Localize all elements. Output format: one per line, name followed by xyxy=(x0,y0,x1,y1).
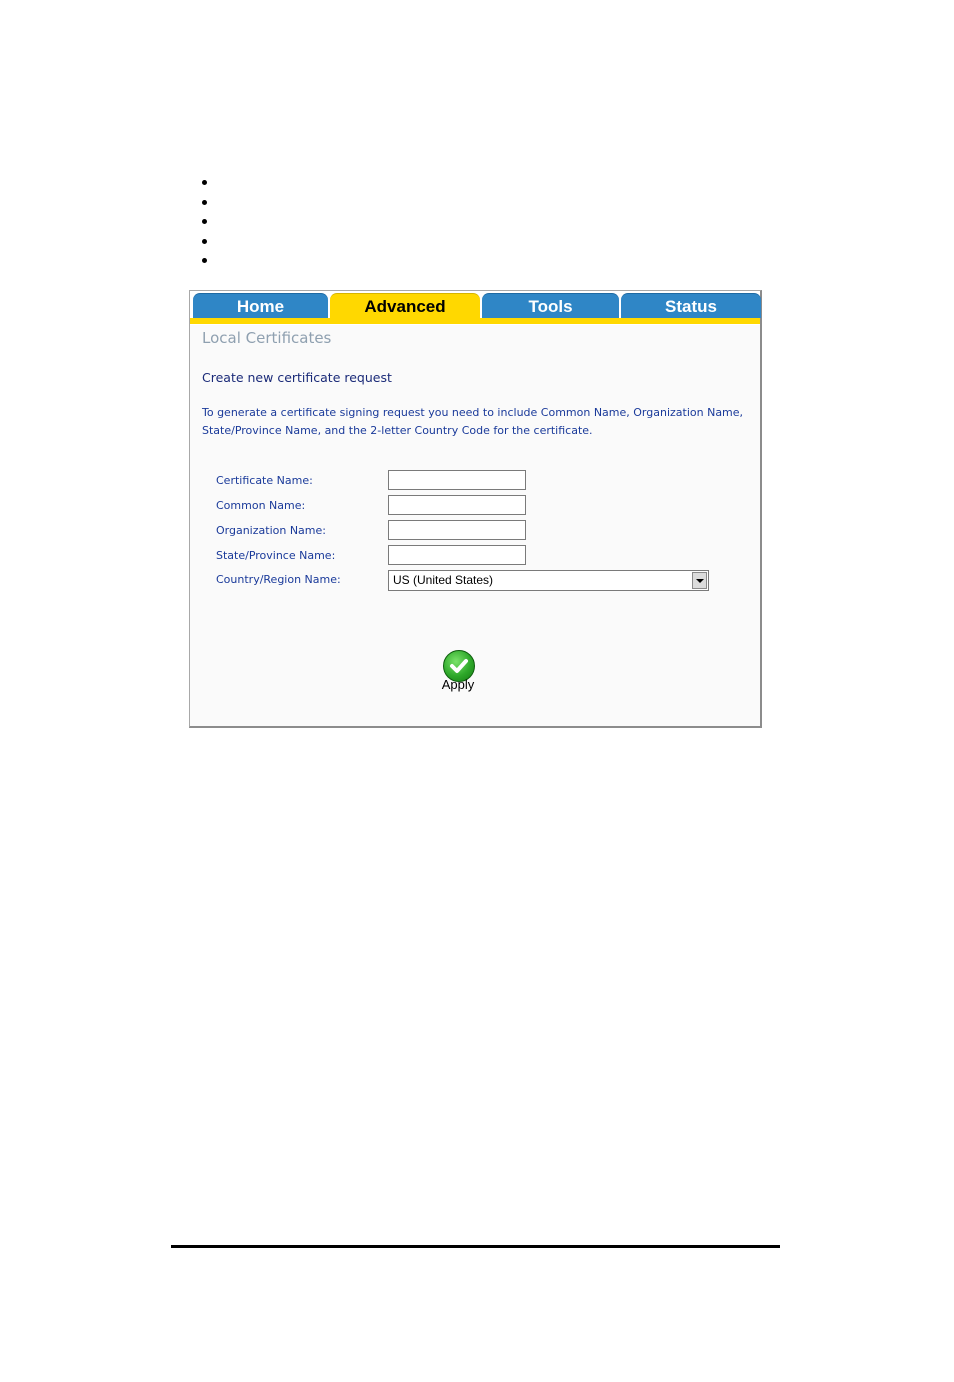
country-region-select[interactable] xyxy=(388,570,709,591)
country-region-selected-value: US (United States) xyxy=(393,573,494,587)
state-province-name-input[interactable] xyxy=(388,545,526,565)
chevron-down-icon[interactable] xyxy=(692,572,707,589)
organization-name-label: Organization Name: xyxy=(216,524,326,537)
common-name-input[interactable] xyxy=(388,495,526,515)
router-config-panel xyxy=(189,290,762,728)
country-region-name-label: Country/Region Name: xyxy=(216,573,341,586)
certificate-name-label: Certificate Name: xyxy=(216,474,313,487)
tab-advanced[interactable]: Advanced xyxy=(330,293,480,318)
tab-tools[interactable]: Tools xyxy=(482,293,619,318)
organization-name-input[interactable] xyxy=(388,520,526,540)
description-text: To generate a certificate signing request you need to include Common Name, Organization Name, State/Province Name, and the 2-letter Country Code for the certificate. xyxy=(202,406,744,437)
common-name-label: Common Name: xyxy=(216,499,306,512)
apply-button[interactable] xyxy=(436,647,480,695)
section-title: Local Certificates xyxy=(202,329,332,347)
state-province-name-label: State/Province Name: xyxy=(216,549,336,562)
apply-label: Apply xyxy=(441,677,475,692)
tab-status[interactable]: Status xyxy=(621,293,761,318)
certificate-name-input[interactable] xyxy=(388,470,526,490)
footer-rule xyxy=(171,1245,780,1248)
subheading: Create new certificate request xyxy=(202,370,392,385)
tab-bar xyxy=(190,291,760,325)
tab-underline xyxy=(190,318,760,324)
tab-home[interactable]: Home xyxy=(193,293,328,318)
